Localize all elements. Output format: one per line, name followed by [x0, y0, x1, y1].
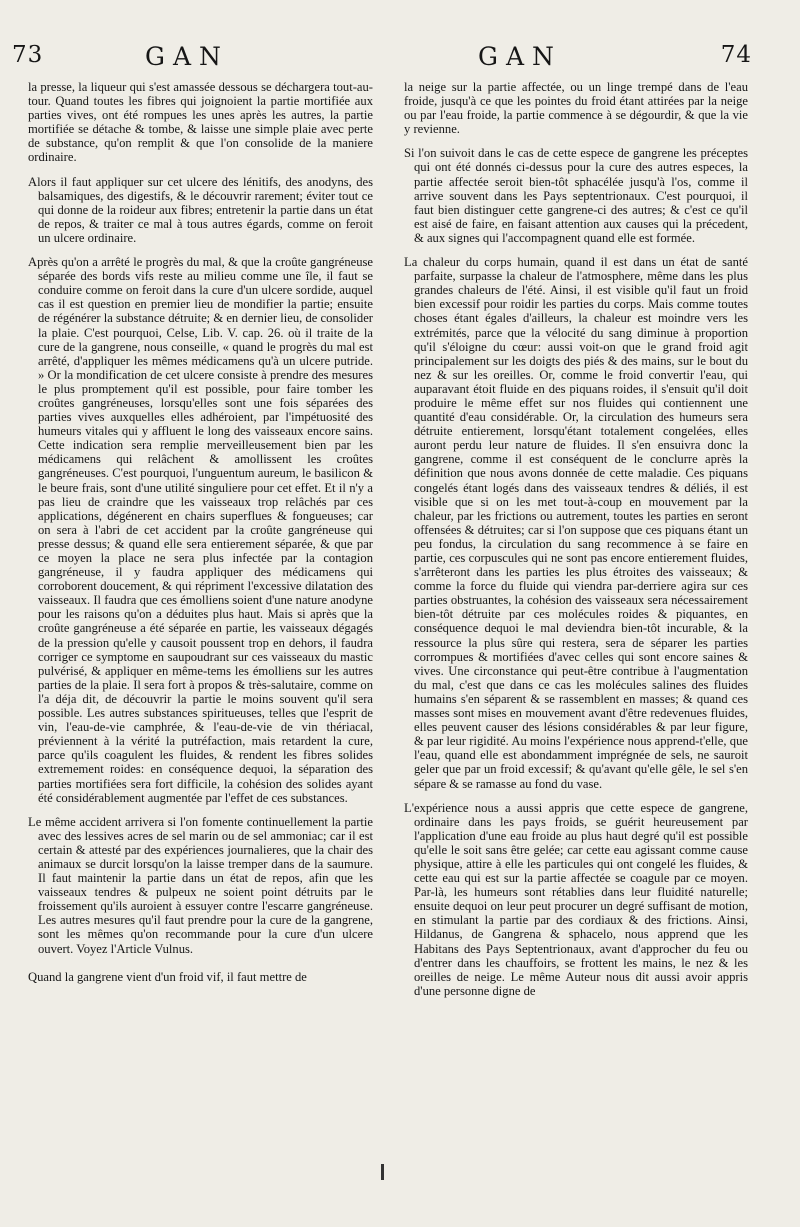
right-running-head: GAN [478, 42, 562, 71]
paragraph: la neige sur la partie affectée, ou un linge trempé dans de l'eau froide, jusqu'à ce que les pointes du froid étant attirées par la neige ou par l'eau froide, la partie commence à se dégourdir, & que la vie y revienne. [404, 80, 748, 137]
left-running-head: GAN [145, 42, 229, 71]
page-header [0, 42, 800, 78]
paragraph: la presse, la liqueur qui s'est amassée dessous se déchargera tout-au-tour. Quand toutes les fibres qui joignoient la partie mortifiée aux parties vives, ont été rompues les unes après les autres, la partie mortifiée se détache & tombe, & laisse une simple plaie avec perte de substance, qu'on remplit & que l'on consolide de la maniere ordinaire. [28, 80, 373, 165]
paragraph: Après qu'on a arrêté le progrès du mal, & que la croûte gangréneuse séparée des bords vifs reste au milieu comme une île, il faut se conduire comme on feroit dans la cure d'un ulcere sordide, auquel cas il est question en premier lieu de mondifier la partie; ensuite de régénérer la substance détruite; & en dernier lieu, de consolider la plaie. C'est pourquoi, Celse, Lib. V. cap. 26. où il traite de la cure de la gangrene, nous conseille, « quand le progrès du mal est arrêté, d'appliquer les mêmes médicamens qu'à un ulcere putride. » Or la mondification de cet ulcere consiste à prendre des mesures le plus promptement qu'il est possible, pour faire tomber les croûtes gangréneuses, lorsqu'elles sont une fois séparées des parties vives auxquelles elles adhéroient, par l'impétuosité des humeurs vitales qui y affluent le long des vaisseaux encore sains. Cette indication sera remplie merveilleusement bien par les médicamens qui relâchent & amollissent les croûtes gangréneuses. C'est pourquoi, l'unguentum aureum, le basilicon & le beure frais, sont d'une utilité singuliere pour cet effet. Et il n'y a pas lieu de craindre que les vaisseaux trop relâchés par ces applications, dégénerent en chairs superflues & fongueuses; car on sera à l'abri de cet accident par la croûte gangréneuse qui presse dessus; & quand elle sera entierement séparée, & que par ce moyen la place ne sera plus infectée par la contagion gangréneuse, il y faudra appliquer des médicamens qui corroborent doucement, & qui répriment l'excessive dilatation des vaisseaux. Il faudra que ces émolliens soient d'une nature anodyne pour les raisons qu'on a déduites plus haut. Mais si après que la croûte gangréneuse a été séparée en partie, les vaisseaux dégagés de la pression qu'elle y causoit poussent trop en dehors, il faudra corriger ce symptome en saupoudrant sur ces vaisseaux du mastic pulvérisé, & appliquer en même-tems les émolliens sur les autres parties de la plaie. Il sera fort à propos & très-salutaire, comme on l'a déja dit, de découvrir la partie le moins souvent qu'il sera possible. Les autres substances spiritueuses, telles que l'esprit de vin, l'eau-de-vie camphrée, & l'eau-de-vie de vin thériacal, préviennent à la vérité la putréfaction, mais retardent la cure, parce qu'ils coagulent les fluides, & rendent les fibres solides extremement roides: en conséquence dequoi, la séparation des parties mortifiées sera fort difficile, la cohésion des solides ayant été considérablement augmentée par l'effet de ces substances. [28, 255, 373, 805]
right-column [404, 80, 748, 1008]
paragraph: Le même accident arrivera si l'on fomente continuellement la partie avec des lessives acres de sel marin ou de sel ammoniac; car il est certain & attesté par des expériences journalieres, que la chair des animaux se durcit lorsqu'on la laisse tremper dans de la saumure. Il faut maintenir la partie dans un état de repos, afin que les vaisseaux tendres & pulpeux ne soient point détruits par le froissement qu'ils auroient à essuyer contre l'escarre gangréneuse. Les autres mesures qu'il faut prendre pour la cure de la gangrene, sont les mêmes qu'on recommande pour la cure d'un ulcere ouvert. Voyez l'Article Vulnus. [28, 814, 373, 956]
left-page-number: 73 [12, 42, 44, 68]
right-page-number: 74 [720, 42, 752, 68]
paragraph: Alors il faut appliquer sur cet ulcere des lénitifs, des anodyns, des balsamiques, des digestifs, & le découvrir rarement; éviter tout ce qui donne de la roideur aux fibres; entretenir la partie dans un état de repos, & traiter ce mal à tous autres égards, comme on feroit un ulcere ordinaire. [28, 174, 373, 245]
paragraph: L'expérience nous a aussi appris que cette espece de gangrene, ordinaire dans les pays froids, se guérit heureusement par l'application d'une eau froide au plus haut degré qu'il est possible qu'elle le soit sans être gelée; car cette eau agissant comme cause physique, attire à elle les particules qui ont congelé les fluides, & cette eau qui est sur la partie affectée se coagule par ce moyen. Par-là, les humeurs sont rétablies dans leur fluidité naturelle; ensuite dequoi on leur peut procurer un degré suffisant de motion, en stimulant la partie par des cordiaux & des frictions. Ainsi, Hildanus, de Gangrena & sphacelo, nous apprend que les Habitans des Pays Septentrionaux, avant d'approcher du feu ou d'entrer dans les chauffoirs, se frottent les mains, le nez & les oreilles de neige. Le même Auteur nous dit aussi avoir appris d'une personne digne de [404, 800, 748, 998]
column-rule-mark [381, 1164, 384, 1180]
paragraph: Quand la gangrene vient d'un froid vif, il faut mettre de [28, 969, 307, 984]
paragraph: La chaleur du corps humain, quand il est dans un état de santé parfaite, surpasse la chaleur de l'atmosphere, même dans les plus grandes chaleurs de l'été. Ainsi, il est visible qu'il faut un froid bien excessif pour roidir les parties du corps. Mais comme toutes choses étant égales d'ailleurs, la chaleur est moindre vers les extrémités, parce que la vélocité du sang diminue à proportion qu'il s'éloigne du cœur: aussi voit-on que le grand froid agit principalement sur les doigts des piés & des mains, sur le bout du nez & sur les oreilles. Or, comme le froid convertir l'eau, qui auparavant étoit fluide en des piquans roides, il s'ensuit qu'il doit produire le même effet sur nos fluides qui contiennent une quantité d'eau considérable. Or, la circulation des humeurs sera détruite entierement, lorsqu'étant totalement congelées, elles auront perdu leur nature de fluides. Il s'en ensuivra donc la gangrene, comme il est conséquent de le conclurre après la définition que nous avons donnée de cette maladie. Ces piquans congelés étant logés dans des vaisseaux tendres & déliés, il est visible que si on les met tout-à-coup en mouvement par la chaleur, par les frictions ou autrement, toutes les parties en seront offensées & détruites; car si l'on suppose que ces piquans étant un peu fondus, la circulation du sang recommence à se faire en partie, ces corpuscules qui ne sont pas encore entierement fluides, s'arrêteront dans les parties les plus étroites des vaisseaux; & comme la force du fluide qui viendra par-derriere agira sur ces parties obstruantes, la cohésion des vaisseaux sera nécessairement bien-tôt détruite par ces molécules roides & piquantes, en conséquence dequoi le mal deviendra bien-tôt incurable, & la ressource la plus sûre qui restera, sera de séparer les parties corrompues & mortifiées d'avec celles qui sont encore saines & vives. Une circonstance qui peut-être contribue à l'augmentation du mal, c'est que dans ce cas les molécules salines des fluides humains s'en séparent & se rassemblent en masses; & quand ces masses sont mises en mouvement avant d'être redevenues fluides, elles peuvent causer des lésions considérables & par leur figure, & par leur rigidité. Au moins l'expérience nous apprend-t'elle, que l'eau, quand elle est abondamment imprégnée de sels, ne sauroit geler que par un froid excessif; & qu'avant qu'elle gêle, le sel s'en sépare & se ramasse au fond du vase. [404, 255, 748, 791]
left-column [28, 80, 373, 994]
paragraph: Si l'on suivoit dans le cas de cette espece de gangrene les préceptes qui ont été donnés ci-dessus pour la cure des autres especes, la partie affectée seroit bien-tôt sphacélée jusqu'à l'os, comme il arrive souvent dans les Pays septentrionaux. C'est pourquoi, il faut bien distinguer cette gangrene-ci des autres; & c'est ce qu'il est aisé de faire, en faisant attention aux causes qui la précedent, & aux signes qui l'accompagnent quand elle est formée. [404, 146, 748, 245]
